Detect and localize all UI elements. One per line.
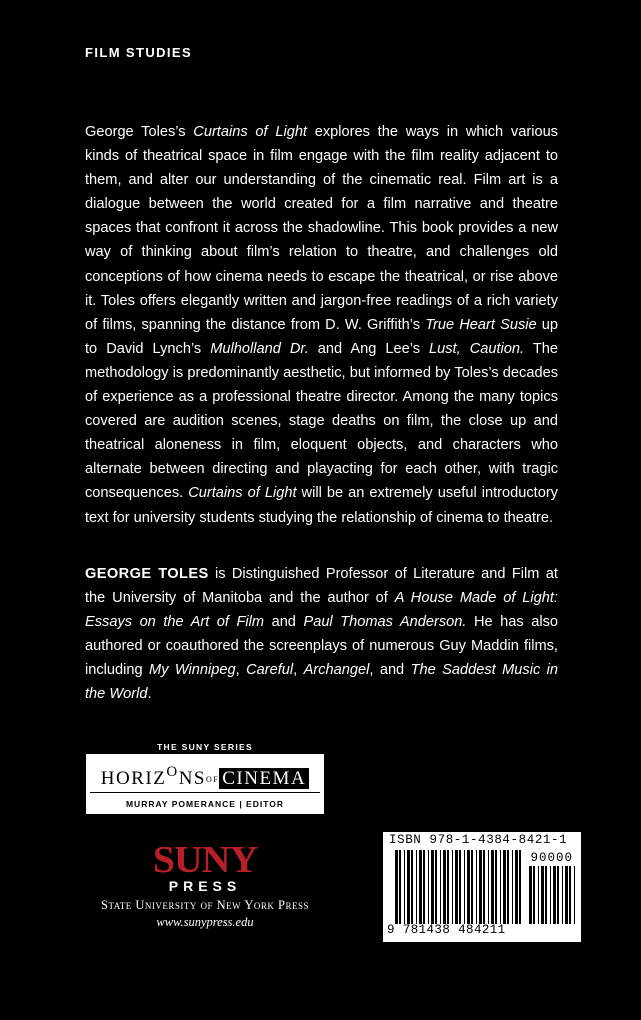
bio-run: GEORGE TOLES	[85, 566, 209, 582]
barcode-bar	[538, 866, 539, 924]
barcode-bar	[395, 850, 398, 924]
description-run: explores the ways in which various kinds of theatrical space in film engage with the film reality adjacent to them, and alter our understanding of the cinematic real. Film art is a dialogue between the world created for a film narrative and theatre spaces that confront it across the shadowline. This book provides a new way of thinking about film’s relation to theatre, and challenges old conceptions of how cinema needs to escape the theatrical, or rise above it. Toles offers elegantly written and jargon-free readings of a rich variety of films, spanning the distance from D. W. Griffith’s	[85, 124, 558, 333]
barcode-bar	[483, 850, 485, 924]
barcode-bar	[464, 850, 465, 924]
barcode-bar	[515, 850, 518, 924]
barcode-bar	[471, 850, 473, 924]
description-run: The methodology is predominantly aesthetic, but informed by Toles’s decades of experience as a professional theatre director. Among the many topics covered are audition scenes, stage deaths on film, the close up and theatrical aloneness in film, eloquent objects, and characters who alternate between directing and playacting for each other, with tragic consequences.	[85, 340, 558, 502]
barcode-bar	[562, 866, 563, 924]
series-top-label: THE SUNY SERIES	[157, 742, 253, 752]
barcode-bar	[569, 866, 571, 924]
publisher-url: www.sunypress.edu	[156, 915, 254, 929]
description-run: up to David Lynch’s	[85, 316, 558, 357]
description-run: Lust, Caution.	[429, 340, 525, 357]
bio-run: Archangel	[303, 662, 370, 679]
description-run: will be an extremely useful introductory text for university students studying the relationship of cinema to theatre.	[85, 485, 558, 526]
barcode-bar	[407, 850, 410, 924]
barcode-bar	[503, 850, 506, 924]
bio-run: A House Made of Light: Essays on the Art of Film	[85, 590, 558, 631]
bio-run: The Saddest Music in the World	[85, 662, 559, 703]
press-word: PRESS	[168, 878, 242, 894]
series-title-part3: CINEMA	[219, 768, 309, 789]
barcode-bar	[491, 850, 494, 924]
description-run: Curtains of Light	[193, 124, 307, 140]
series-title	[90, 764, 320, 793]
barcode-bar	[459, 850, 461, 924]
barcode-bar	[545, 866, 547, 924]
description-run: Mulholland Dr.	[210, 340, 309, 357]
barcode-bar	[574, 866, 575, 924]
suny-logo: SUNY	[152, 839, 258, 881]
bio-run: He has also authored or coauthored the screenplays of numerous Guy Maddin films, including	[85, 614, 558, 679]
publisher-block	[86, 839, 324, 930]
barcode-bar	[440, 850, 441, 924]
barcode-bar	[488, 850, 489, 924]
bio-run: My Winnipeg	[149, 662, 236, 679]
category-label: FILM STUDIES	[85, 45, 193, 60]
bio-run: ,	[235, 662, 247, 679]
bio-run: Careful	[246, 662, 294, 679]
author-bio	[85, 562, 558, 707]
bio-run: and	[264, 614, 304, 631]
barcode-bar	[479, 850, 482, 924]
barcode-bar	[404, 850, 405, 924]
barcode-bar	[467, 850, 470, 924]
series-logo	[86, 740, 324, 816]
isbn-barcode	[383, 832, 581, 942]
barcode-bar	[452, 850, 453, 924]
barcode-bar	[399, 850, 401, 924]
barcode-bar	[557, 866, 559, 924]
barcode-bar	[495, 850, 497, 924]
description-run: Curtains of Light	[188, 485, 297, 502]
barcode-bar	[428, 850, 429, 924]
bio-run: .	[147, 686, 152, 703]
barcode-bar	[500, 850, 501, 924]
barcode-right-digits: 484211	[458, 923, 506, 937]
barcode-bar	[541, 866, 544, 924]
description-run: True Heart Susie	[425, 316, 537, 333]
barcode-bar	[550, 866, 551, 924]
bio-run: Paul Thomas Anderson.	[303, 614, 467, 631]
addon-number: 90000	[530, 851, 573, 865]
bio-run: ,	[293, 662, 304, 679]
barcode-bar	[411, 850, 413, 924]
description-run: George Toles’s	[85, 124, 194, 140]
series-title-part2: NS	[178, 768, 206, 789]
book-description	[85, 120, 558, 530]
barcode-bar	[533, 866, 535, 924]
barcode-bar	[512, 850, 513, 924]
barcode-digits	[387, 923, 506, 937]
bio-run: is Distinguished Professor of Literature and Film at the University of Manitoba and the author of	[85, 566, 558, 607]
barcode-bar	[443, 850, 446, 924]
barcode-bar	[431, 850, 434, 924]
series-title-o: O	[166, 764, 179, 780]
isbn-text: ISBN 978-1-4384-8421-1	[389, 833, 568, 847]
barcode-bar	[423, 850, 425, 924]
barcode-bar	[519, 850, 521, 924]
barcode-bar	[476, 850, 477, 924]
barcode-bar	[419, 850, 422, 924]
barcode-left-digits: 781438	[402, 923, 451, 937]
publisher-name: State University of New York Press	[101, 898, 309, 912]
barcode-bar	[565, 866, 568, 924]
series-editor: MURRAY POMERANCE | EDITOR	[125, 799, 285, 809]
barcode-bar	[435, 850, 437, 924]
series-box	[86, 754, 324, 814]
barcode-bar	[447, 850, 449, 924]
barcode-bar	[455, 850, 458, 924]
barcode-bar	[553, 866, 556, 924]
series-title-of: OF	[206, 775, 220, 785]
barcode-bar	[416, 850, 417, 924]
description-run: and Ang Lee’s	[308, 340, 430, 357]
bio-run: , and	[369, 662, 411, 679]
barcode-bar	[507, 850, 509, 924]
barcode-bar	[529, 866, 532, 924]
series-title-part1: HORIZ	[100, 768, 167, 789]
barcode-lead-digit: 9	[387, 923, 395, 937]
